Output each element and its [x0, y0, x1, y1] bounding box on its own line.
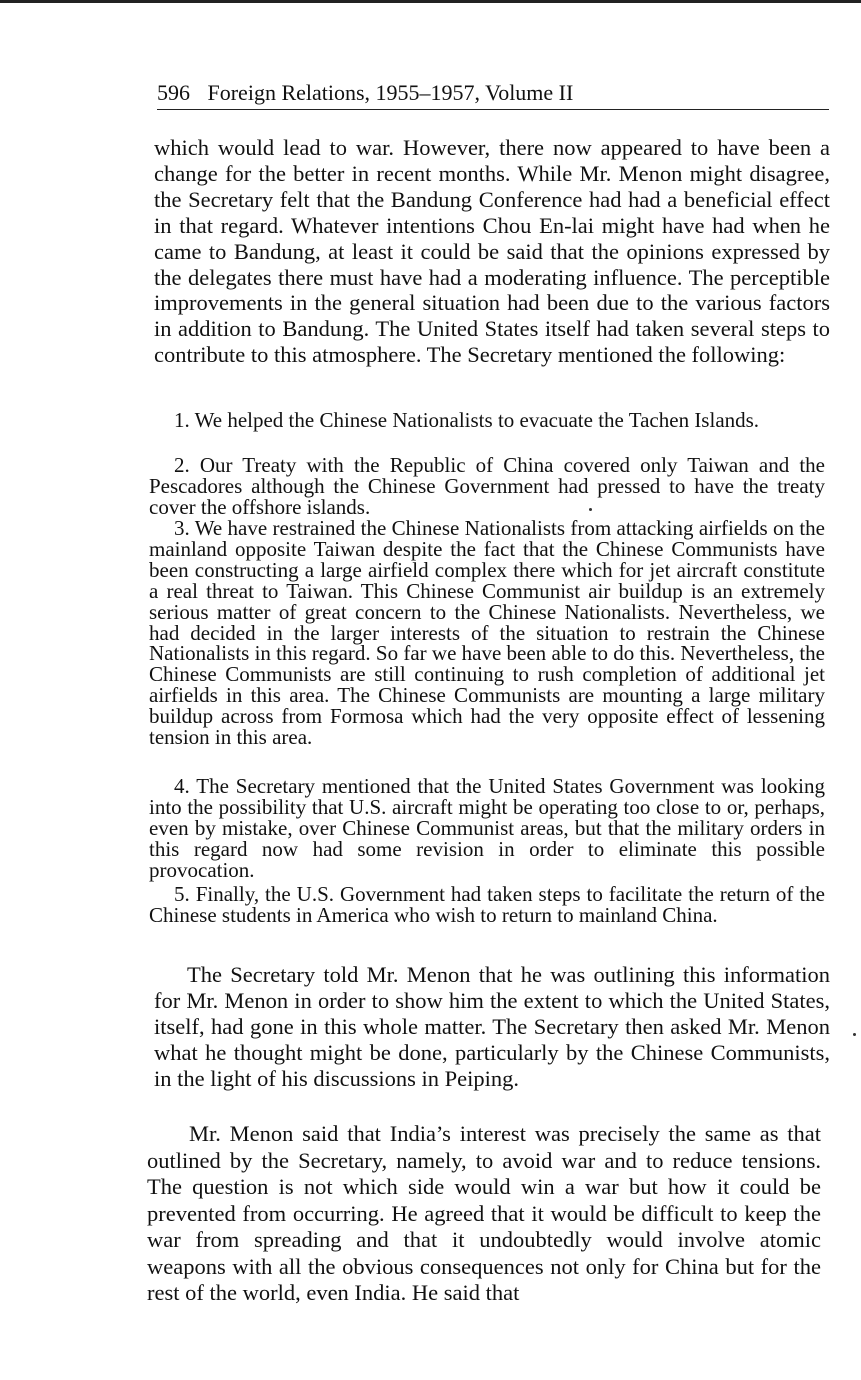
paragraph-secretary-outline: The Secretary told Mr. Menon that he was outlining this information for Mr. Menon in order to show him the extent to which the United States, itself, had gone in this whole matter. The Secretary then asked Mr. Menon what he thought might be done, particularly by the Chinese Communists, in the light of his discussions in Peiping.: [154, 962, 830, 1091]
page-number: 596: [157, 80, 190, 105]
list-item-2: 2. Our Treaty with the Republic of China covered only Taiwan and the Pescadores although the Chinese Government had pressed to have the treaty cover the offshore islands.: [149, 453, 825, 519]
list-item-1: 1. We helped the Chinese Nationalists to evacuate the Tachen Islands.: [174, 408, 760, 432]
running-header: [157, 80, 829, 110]
list-item-4: 4. The Secretary mentioned that the United States Government was looking into the possibility that U.S. aircraft might be operating too close to or, perhaps, even by mistake, over Chinese Communist areas, but that the military orders in this regard now had some revision in order to eliminate this possible provocation.: [149, 774, 825, 882]
paragraph-menon-reply: Mr. Menon said that India’s interest was precisely the same as that outlined by the Secretary, namely, to avoid war and to reduce tensions. The question is not which side would win a war but how it could be prevented from occurring. He agreed that it would be difficult to keep the war from spreading and that it undoubtedly would involve atomic weapons with all the obvious consequences not only for China but for the rest of the world, even India. He said that: [147, 1121, 821, 1305]
paragraph-bandung: which would lead to war. However, there now appeared to have been a change for the better in recent months. While Mr. Menon might disagree, the Secretary felt that the Bandung Conference had had a beneficial effect in that regard. Whatever intentions Chou En-lai might have had when he came to Bandung, at least it could be said that the opinions expressed by the delegates there must have had a moderating influence. The perceptible improvements in the general situation had been due to the various factors in addition to Bandung. The United States itself had taken several steps to contribute to this atmosphere. The Secretary mentioned the following:: [154, 135, 830, 368]
list-item-3: 3. We have restrained the Chinese Nationalists from attacking airfields on the mainland opposite Taiwan despite the fact that the Chinese Communists have been constructing a large airfield complex there which for jet aircraft constitute a real threat to Taiwan. This Chinese Communist air buildup is an extremely serious matter of great concern to the Chinese Nationalists. Nevertheless, we had decided in the larger interests of the situation to restrain the Chinese Nationalists in this regard. So far we have been able to do this. Nevertheless, the Chinese Communists are still continuing to rush completion of additional jet airfields in this area. The Chinese Communists are mounting a large military buildup across from Formosa which had the very opposite effect of lessening tension in this area.: [149, 516, 825, 750]
running-head-title: Foreign Relations, 1955–1957, Volume II: [207, 80, 574, 105]
stray-mark: [589, 508, 592, 511]
stray-mark: [853, 1033, 856, 1036]
scan-top-edge: [0, 0, 861, 3]
list-item-5: 5. Finally, the U.S. Government had taken steps to facilitate the return of the Chinese students in America who wish to return to mainland China.: [149, 882, 825, 927]
